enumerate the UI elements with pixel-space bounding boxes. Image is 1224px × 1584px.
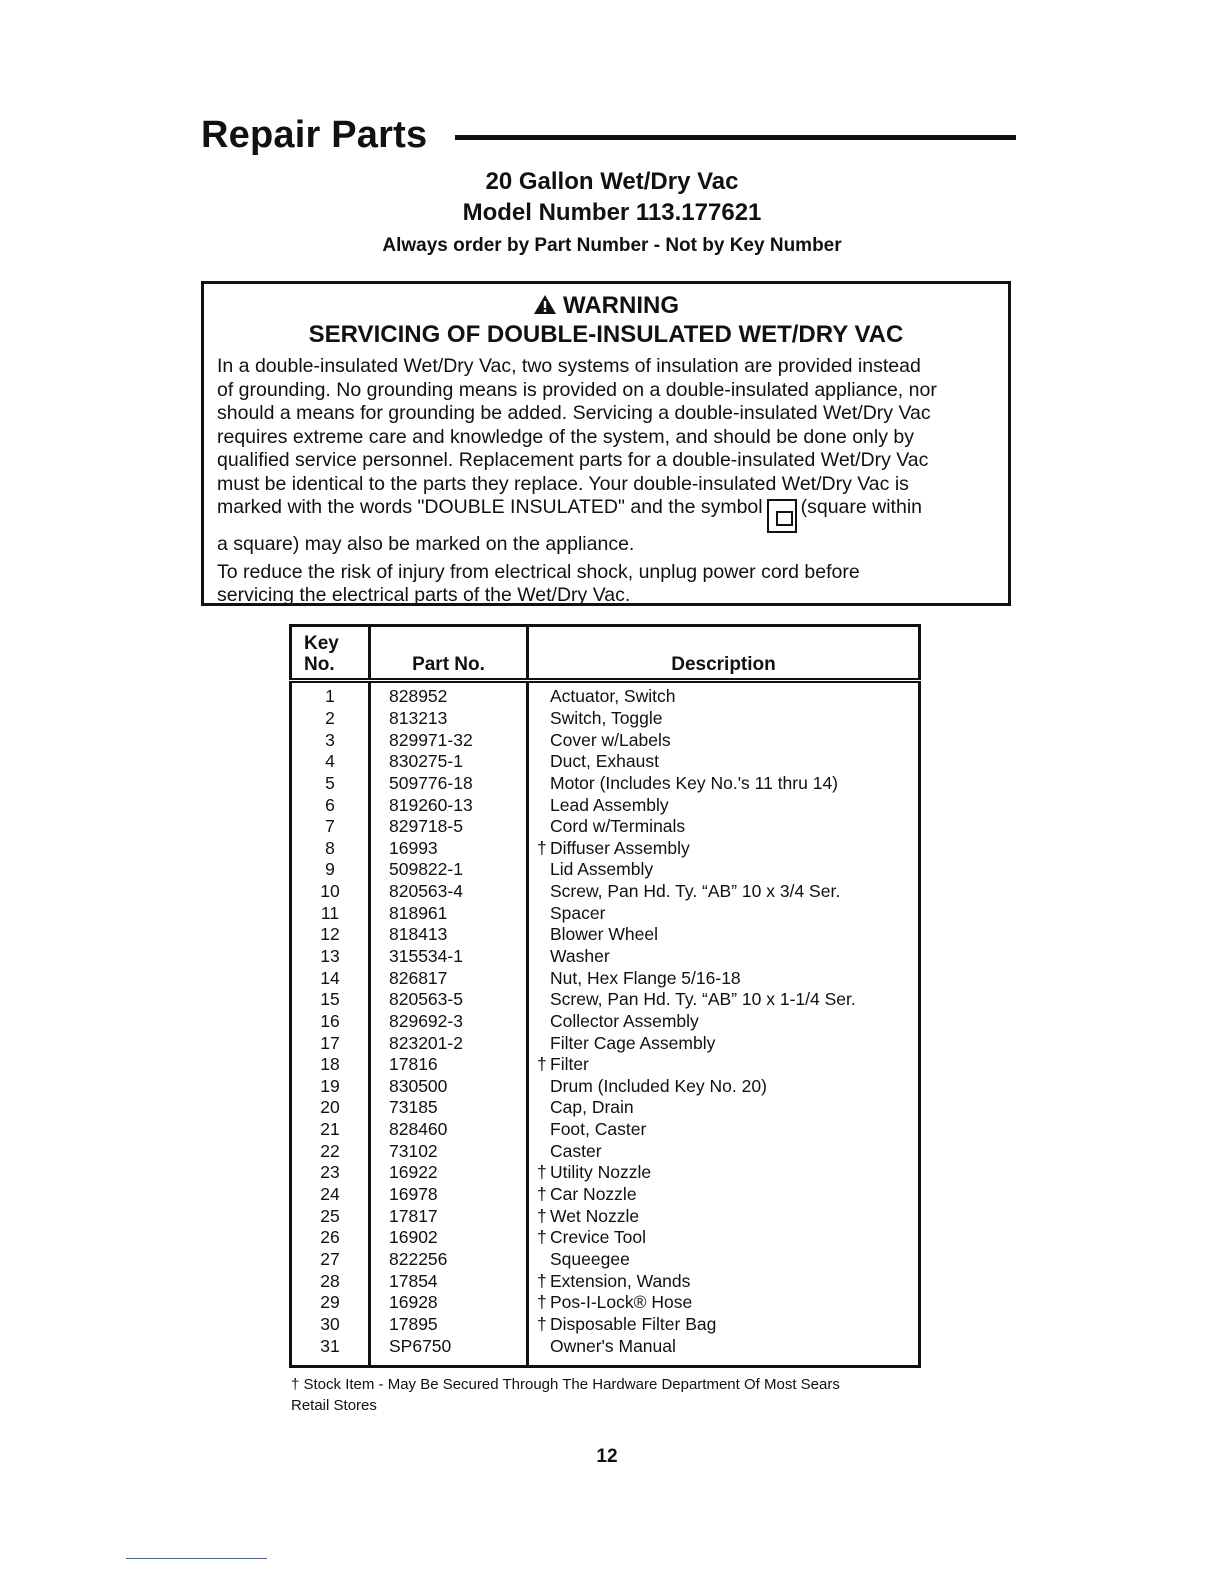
table-row <box>291 1011 920 1033</box>
key-number-cell: 3 <box>325 729 335 750</box>
description-text: Foot, Caster <box>550 1119 647 1140</box>
description-text: Squeegee <box>550 1248 630 1269</box>
col-description: Description <box>528 626 920 681</box>
part-number-cell: 829718-5 <box>370 816 528 838</box>
key-number-cell: 25 <box>320 1205 340 1226</box>
heading-row <box>201 114 1016 164</box>
table-row <box>291 1184 920 1206</box>
description-text: Crevice Tool <box>550 1227 646 1248</box>
table-row <box>291 1054 920 1076</box>
description-cell <box>528 1119 920 1141</box>
warning-subtitle: SERVICING OF DOUBLE-INSULATED WET/DRY VAC <box>308 321 904 348</box>
description-cell <box>528 1205 920 1227</box>
table-row <box>291 989 920 1011</box>
heading-rule <box>455 135 1016 140</box>
key-number-cell: 9 <box>325 859 335 880</box>
key-number-cell: 2 <box>325 707 335 728</box>
warning-title-text: WARNING <box>563 292 679 319</box>
table-row <box>291 1097 920 1119</box>
description-cell <box>528 708 920 730</box>
parts-table <box>289 624 921 1368</box>
description-text: Screw, Pan Hd. Ty. “AB” 10 x 3/4 Ser. <box>550 881 841 902</box>
description-cell <box>528 859 920 881</box>
description-text: Nut, Hex Flange 5/16-18 <box>550 967 741 988</box>
col-key-number: Key No. <box>291 626 370 681</box>
description-cell <box>528 1335 920 1366</box>
table-row <box>291 1227 920 1249</box>
square-within-square-icon <box>767 499 797 533</box>
description-cell <box>528 773 920 795</box>
description-cell <box>528 837 920 859</box>
warning-paragraph-2: To reduce the risk of injury from electrical shock, unplug power cord before servicing the electrical parts of the Wet/Dry Vac. <box>217 560 860 606</box>
description-cell <box>528 1162 920 1184</box>
model-number: Model Number 113.177621 <box>462 199 762 226</box>
description-text: Diffuser Assembly <box>550 837 690 858</box>
part-number-cell: 16928 <box>370 1292 528 1314</box>
table-row <box>291 859 920 881</box>
part-number-cell: 829692-3 <box>370 1011 528 1033</box>
key-number-cell: 10 <box>320 881 340 902</box>
key-number-cell: 20 <box>320 1097 340 1118</box>
stock-item-dagger: † <box>537 1313 547 1334</box>
part-number-cell: 813213 <box>370 708 528 730</box>
description-cell <box>528 1054 920 1076</box>
key-number-cell: 16 <box>320 1010 340 1031</box>
description-text: Cord w/Terminals <box>550 816 686 837</box>
table-row <box>291 1292 920 1314</box>
table-row <box>291 967 920 989</box>
part-number-cell: 830500 <box>370 1076 528 1098</box>
table-row <box>291 681 920 708</box>
description-cell <box>528 1097 920 1119</box>
warning-box <box>201 281 1011 606</box>
part-number-cell: 73185 <box>370 1097 528 1119</box>
description-text: Car Nozzle <box>550 1184 637 1205</box>
stock-item-dagger: † <box>537 1227 547 1248</box>
table-row <box>291 837 920 859</box>
stock-footnote: † Stock Item - May Be Secured Through The Hardware Department Of Most Sears Retail Stores <box>291 1376 840 1414</box>
description-cell <box>528 1292 920 1314</box>
key-number-cell: 28 <box>320 1270 340 1291</box>
key-number-cell: 12 <box>320 924 340 945</box>
description-cell <box>528 1032 920 1054</box>
part-number-cell: 17816 <box>370 1054 528 1076</box>
table-row <box>291 946 920 968</box>
description-cell <box>528 989 920 1011</box>
description-text: Wet Nozzle <box>550 1205 640 1226</box>
description-cell <box>528 1076 920 1098</box>
part-number-cell: SP6750 <box>370 1335 528 1366</box>
description-cell <box>528 902 920 924</box>
page-number: 12 <box>596 1446 618 1467</box>
part-number-cell: 819260-13 <box>370 794 528 816</box>
part-number-cell: 818961 <box>370 902 528 924</box>
description-text: Filter <box>550 1054 589 1075</box>
description-text: Duct, Exhaust <box>550 751 659 772</box>
description-text: Cap, Drain <box>550 1097 634 1118</box>
table-row <box>291 1162 920 1184</box>
stock-item-dagger: † <box>537 1292 547 1313</box>
warning-title <box>204 292 1008 320</box>
description-cell <box>528 1270 920 1292</box>
table-row <box>291 1119 920 1141</box>
key-number-cell: 11 <box>320 902 340 923</box>
table-row <box>291 1076 920 1098</box>
col-part-number: Part No. <box>370 626 528 681</box>
key-number-cell: 19 <box>320 1075 340 1096</box>
description-text: Collector Assembly <box>550 1010 699 1031</box>
key-number-cell: 17 <box>320 1032 340 1053</box>
description-text: Drum (Included Key No. 20) <box>550 1075 767 1096</box>
table-row <box>291 708 920 730</box>
description-cell <box>528 1249 920 1271</box>
part-number-cell: 820563-5 <box>370 989 528 1011</box>
key-number-cell: 7 <box>325 816 335 837</box>
description-text: Switch, Toggle <box>550 707 663 728</box>
stock-item-dagger: † <box>537 1270 547 1291</box>
part-number-cell: 822256 <box>370 1249 528 1271</box>
table-row <box>291 1270 920 1292</box>
part-number-cell: 829971-32 <box>370 729 528 751</box>
part-number-cell: 73102 <box>370 1140 528 1162</box>
part-number-cell: 315534-1 <box>370 946 528 968</box>
parts-table-body <box>291 681 920 1367</box>
part-number-cell: 826817 <box>370 967 528 989</box>
table-row <box>291 794 920 816</box>
description-text: Blower Wheel <box>550 924 658 945</box>
part-number-cell: 17854 <box>370 1270 528 1292</box>
key-number-cell: 23 <box>320 1162 340 1183</box>
key-number-cell: 15 <box>320 989 340 1010</box>
description-text: Cover w/Labels <box>550 729 671 750</box>
key-number-cell: 4 <box>325 751 335 772</box>
table-row <box>291 729 920 751</box>
key-number-cell: 14 <box>320 967 340 988</box>
description-text: Washer <box>550 946 610 966</box>
part-number-cell: 17817 <box>370 1205 528 1227</box>
description-text: Lid Assembly <box>550 859 654 880</box>
description-cell <box>528 924 920 946</box>
description-cell <box>528 1314 920 1336</box>
description-text: Caster <box>550 1140 602 1161</box>
table-row <box>291 1140 920 1162</box>
key-number-cell: 30 <box>320 1313 340 1334</box>
description-cell <box>528 1140 920 1162</box>
table-row <box>291 773 920 795</box>
description-text: Utility Nozzle <box>550 1162 652 1183</box>
table-row <box>291 1314 920 1336</box>
bottom-rule <box>126 1558 267 1559</box>
warning-triangle-icon <box>533 294 557 315</box>
stock-item-dagger: † <box>537 837 547 858</box>
description-cell <box>528 881 920 903</box>
table-row <box>291 902 920 924</box>
description-text: Disposable Filter Bag <box>550 1313 717 1334</box>
key-number-cell: 5 <box>325 772 335 793</box>
description-text: Pos-I-Lock® Hose <box>550 1292 693 1313</box>
key-number-cell: 29 <box>320 1292 340 1313</box>
key-number-cell: 22 <box>320 1140 340 1161</box>
stock-item-dagger: † <box>537 1184 547 1205</box>
product-name: 20 Gallon Wet/Dry Vac <box>485 168 739 195</box>
table-header-row <box>291 626 920 681</box>
part-number-cell: 16902 <box>370 1227 528 1249</box>
key-number-cell: 8 <box>325 837 335 858</box>
part-number-cell: 16978 <box>370 1184 528 1206</box>
stock-item-dagger: † <box>537 1054 547 1075</box>
table-row <box>291 1335 920 1366</box>
key-number-cell: 1 <box>325 686 335 707</box>
part-number-cell: 509822-1 <box>370 859 528 881</box>
table-row <box>291 1205 920 1227</box>
key-number-cell: 31 <box>320 1335 340 1356</box>
key-number-cell: 18 <box>320 1054 340 1075</box>
description-cell <box>528 729 920 751</box>
part-number-cell: 16993 <box>370 837 528 859</box>
description-text: Spacer <box>550 902 606 923</box>
warning-paragraph-1: In a double-insulated Wet/Dry Vac, two systems of insulation are provided instead of grounding. No grounding means is provided on a double-insulated appliance, nor should a means for grounding be added. Servicing a double-insulated Wet/Dry Vac requires extreme care and knowledge of the system, and should be done only by qualified service personnel. Replacement parts for a double-insulated Wet/Dry Vac must be identical to the parts they replace. Your double-insulated Wet/Dry Vac is marked with the words "DOUBLE INSULATED" and the symbol (square within a square) may also be marked on the appliance. <box>217 355 937 555</box>
description-cell <box>528 681 920 708</box>
description-text: Extension, Wands <box>550 1270 691 1291</box>
table-row <box>291 881 920 903</box>
key-number-cell: 27 <box>320 1248 340 1269</box>
part-number-cell: 16922 <box>370 1162 528 1184</box>
part-number-cell: 820563-4 <box>370 881 528 903</box>
table-row <box>291 751 920 773</box>
stock-item-dagger: † <box>537 1205 547 1226</box>
table-row <box>291 1032 920 1054</box>
description-text: Owner's Manual <box>550 1335 676 1356</box>
description-cell <box>528 946 920 968</box>
table-row <box>291 924 920 946</box>
stock-item-dagger: † <box>537 1162 547 1183</box>
description-text: Screw, Pan Hd. Ty. “AB” 10 x 1-1/4 Ser. <box>550 989 856 1010</box>
part-number-cell: 509776-18 <box>370 773 528 795</box>
warning-body <box>217 355 1007 608</box>
description-cell <box>528 751 920 773</box>
part-number-cell: 823201-2 <box>370 1032 528 1054</box>
table-row <box>291 1249 920 1271</box>
description-text: Lead Assembly <box>550 794 669 815</box>
table-row <box>291 816 920 838</box>
page-title: Repair Parts <box>201 114 428 156</box>
description-cell <box>528 1227 920 1249</box>
part-number-cell: 830275-1 <box>370 751 528 773</box>
part-number-cell: 818413 <box>370 924 528 946</box>
description-cell <box>528 1184 920 1206</box>
key-number-cell: 24 <box>320 1184 340 1205</box>
key-number-cell: 6 <box>325 794 335 815</box>
key-number-cell: 21 <box>320 1119 340 1140</box>
key-number-cell: 13 <box>320 946 340 966</box>
description-text: Actuator, Switch <box>550 686 676 707</box>
description-cell <box>528 967 920 989</box>
part-number-cell: 17895 <box>370 1314 528 1336</box>
description-cell <box>528 816 920 838</box>
part-number-cell: 828952 <box>370 681 528 708</box>
description-cell <box>528 794 920 816</box>
key-number-cell: 26 <box>320 1227 340 1248</box>
description-text: Filter Cage Assembly <box>550 1032 716 1053</box>
part-number-cell: 828460 <box>370 1119 528 1141</box>
description-cell <box>528 1011 920 1033</box>
order-note: Always order by Part Number - Not by Key Number <box>382 235 842 256</box>
description-text: Motor (Includes Key No.'s 11 thru 14) <box>550 772 839 793</box>
